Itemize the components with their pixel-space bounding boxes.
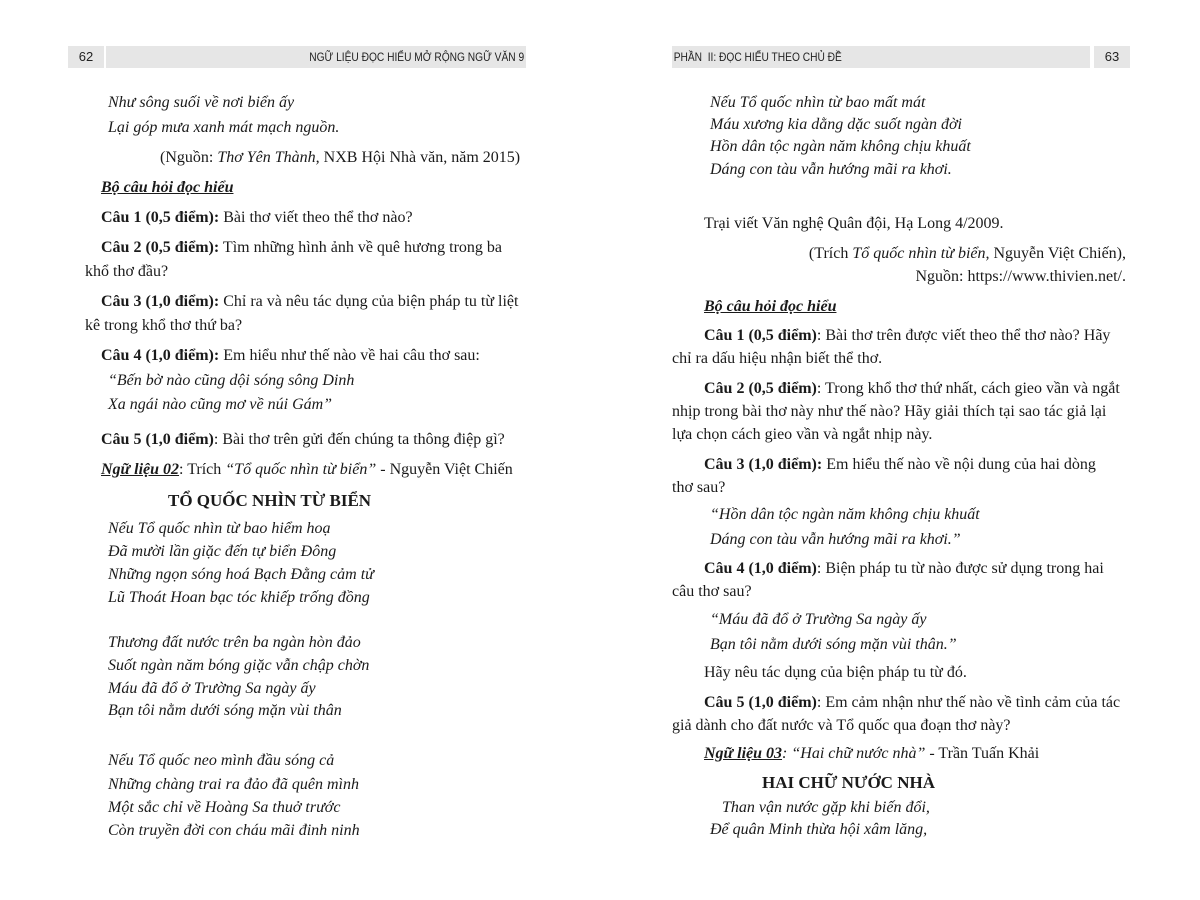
running-header-text: PHẦN II: ĐỌC HIỂU THEO CHỦ ĐỀ (673, 50, 842, 64)
poem-title: TỔ QUỐC NHÌN TỪ BIỂN (168, 491, 372, 510)
text-label: Ngữ liệu 03 (704, 745, 783, 762)
question-4 (101, 346, 480, 366)
question-text: Em hiểu thế nào về nội dung của hai dòng (822, 456, 1096, 473)
question-label: Câu 5 (1,0 điểm) (101, 431, 214, 448)
question-text: : Bài thơ trên gửi đến chúng ta thông điệp gì? (213, 431, 505, 448)
poem-line: Suốt ngàn năm bóng giặc vẫn chập chờn (108, 657, 370, 674)
poem-line: Than vận nước gặp khi biến đổi, (722, 799, 930, 816)
poem-line: Như sông suối về nơi biển ấy (108, 94, 295, 111)
question-text: Em hiểu như thế nào về hai câu thơ sau: (219, 347, 480, 364)
question-1 (704, 326, 1110, 346)
question-1 (101, 208, 413, 228)
question-2-cont: nhịp trong bài thơ này như thế nào? Hãy giải thích tại sao tác giả lại (672, 403, 1107, 420)
text-title: “Tổ quốc nhìn từ biển” (225, 461, 377, 478)
question-label: Câu 4 (1,0 điểm) (704, 560, 817, 577)
quote-line: Xa ngái nào cũng mơ về núi Gám” (108, 396, 333, 413)
question-label: Câu 1 (0,5 điểm): (101, 209, 220, 226)
page-number-left: 62 (68, 46, 104, 68)
poem-line: Hồn dân tộc ngàn năm không chịu khuất (710, 138, 971, 155)
question-5 (101, 430, 505, 450)
question-2-cont: khổ thơ đầu? (85, 263, 169, 280)
question-3-cont: thơ sau? (672, 479, 726, 496)
text-label: Ngữ liệu 02 (101, 461, 180, 478)
question-3-cont: kê trong khổ thơ thứ ba? (85, 317, 243, 334)
poem-line: Nếu Tổ quốc neo mình đầu sóng cả (108, 752, 335, 769)
question-4-follow: Hãy nêu tác dụng của biện pháp tu từ đó. (704, 664, 967, 681)
text-3-intro (704, 744, 1039, 764)
question-2 (101, 238, 502, 258)
question-2-cont: lựa chọn cách gieo vần và ngắt nhịp này. (672, 426, 933, 443)
poem-line: Nếu Tổ quốc nhìn từ bao hiểm hoạ (108, 520, 331, 537)
text-2-intro (101, 460, 513, 480)
citation-prefix: (Trích (808, 245, 853, 262)
question-label: Câu 2 (0,5 điểm) (704, 380, 817, 397)
citation-suffix: Nguyễn Việt Chiến), (989, 245, 1126, 262)
poem-line: Đã mười lần giặc đến tự biển Đông (108, 543, 337, 560)
question-label: Câu 3 (1,0 điểm): (101, 293, 220, 310)
question-label: Câu 2 (0,5 điểm): (101, 239, 220, 256)
question-text: Chỉ ra và nêu tác dụng của biện pháp tu từ liệt (219, 293, 519, 310)
question-text: : Biện pháp tu từ nào được sử dụng trong hai (816, 560, 1104, 577)
question-label: Câu 5 (1,0 điểm) (704, 694, 817, 711)
question-label: Câu 1 (0,5 điểm) (704, 327, 817, 344)
text-mid: : Trích (179, 461, 226, 478)
poem-line: Nếu Tổ quốc nhìn từ bao mất mát (710, 94, 926, 111)
citation (809, 244, 1126, 264)
poem-line: Dáng con tàu vẫn hướng mãi ra khơi. (710, 161, 952, 178)
poem-title: HAI CHỮ NƯỚC NHÀ (762, 773, 935, 792)
question-3 (101, 292, 518, 312)
running-header-right (672, 46, 1090, 68)
poem-line: Để quân Minh thừa hội xâm lăng, (710, 821, 928, 838)
poem-line: Những chàng trai ra đảo đã quên mình (108, 776, 359, 793)
running-header-text: NGỮ LIỆU ĐỌC HIỂU MỞ RỘNG NGỮ VĂN 9 (309, 50, 525, 64)
quote-line: Dáng con tàu vẫn hướng mãi ra khơi.” (710, 531, 961, 548)
question-label: Câu 3 (1,0 điểm): (704, 456, 823, 473)
question-5 (704, 693, 1120, 713)
running-header-left (106, 46, 526, 68)
question-text: Bài thơ viết theo thể thơ nào? (219, 209, 413, 226)
question-4 (704, 559, 1104, 579)
source-suffix: NXB Hội Nhà văn, năm 2015) (319, 149, 521, 166)
poem-line: Những ngọn sóng hoá Bạch Đằng cảm tử (108, 566, 374, 583)
poem-line: Máu đã đổ ở Trường Sa ngày ấy (108, 680, 316, 697)
question-1-cont: chỉ ra dấu hiệu nhận biết thể thơ. (672, 350, 883, 367)
question-3 (704, 455, 1096, 475)
poem-line: Máu xương kia dằng dặc suốt ngàn đời (710, 116, 962, 133)
quote-line: “Máu đã đổ ở Trường Sa ngày ấy (710, 611, 927, 628)
poem-line: Một sắc chỉ về Hoàng Sa thuở trước (108, 799, 341, 816)
question-text: Tìm những hình ảnh về quê hương trong ba (219, 239, 503, 256)
question-text: : Bài thơ trên được viết theo thể thơ nào? Hãy (816, 327, 1111, 344)
question-label: Câu 4 (1,0 điểm): (101, 347, 220, 364)
poem-line: Còn truyền đời con cháu mãi đinh ninh (108, 822, 360, 839)
text-author: - Trần Tuấn Khải (925, 745, 1040, 762)
text-title: : “Hai chữ nước nhà” (782, 745, 926, 762)
poem-line: Bạn tôi nằm dưới sóng mặn vùi thân (108, 702, 342, 719)
question-5-cont: giả dành cho đất nước và Tổ quốc qua đoạn thơ này? (672, 717, 1011, 734)
poem-line: Lại góp mưa xanh mát mạch nguồn. (108, 119, 340, 136)
poem-line: Lũ Thoát Hoan bạc tóc khiếp trống đồng (108, 589, 370, 606)
page-number-right: 63 (1094, 46, 1130, 68)
citation-source: Nguồn: https://www.thivien.net/. (915, 268, 1126, 285)
question-2 (704, 379, 1120, 399)
quote-line: Bạn tôi nằm dưới sóng mặn vùi thân.” (710, 636, 957, 653)
source-citation (160, 148, 520, 168)
question-4-cont: câu thơ sau? (672, 583, 752, 600)
question-text: : Trong khổ thơ thứ nhất, cách gieo vần và ngắt (816, 380, 1120, 397)
quote-line: “Hồn dân tộc ngàn năm không chịu khuất (710, 506, 980, 523)
text-author: - Nguyễn Việt Chiến (376, 461, 513, 478)
poem-line: Thương đất nước trên ba ngàn hòn đảo (108, 634, 361, 651)
place-date: Trại viết Văn nghệ Quân đội, Hạ Long 4/2009. (704, 215, 1004, 232)
questions-heading: Bộ câu hỏi đọc hiểu (704, 298, 837, 315)
citation-title: Tổ quốc nhìn từ biển, (852, 245, 990, 262)
source-prefix: (Nguồn: (160, 149, 218, 166)
questions-heading: Bộ câu hỏi đọc hiểu (101, 179, 234, 196)
question-text: : Em cảm nhận như thế nào về tình cảm của tác (816, 694, 1121, 711)
source-title: Thơ Yên Thành, (217, 149, 320, 166)
quote-line: “Bến bờ nào cũng dội sóng sông Dinh (108, 372, 355, 389)
